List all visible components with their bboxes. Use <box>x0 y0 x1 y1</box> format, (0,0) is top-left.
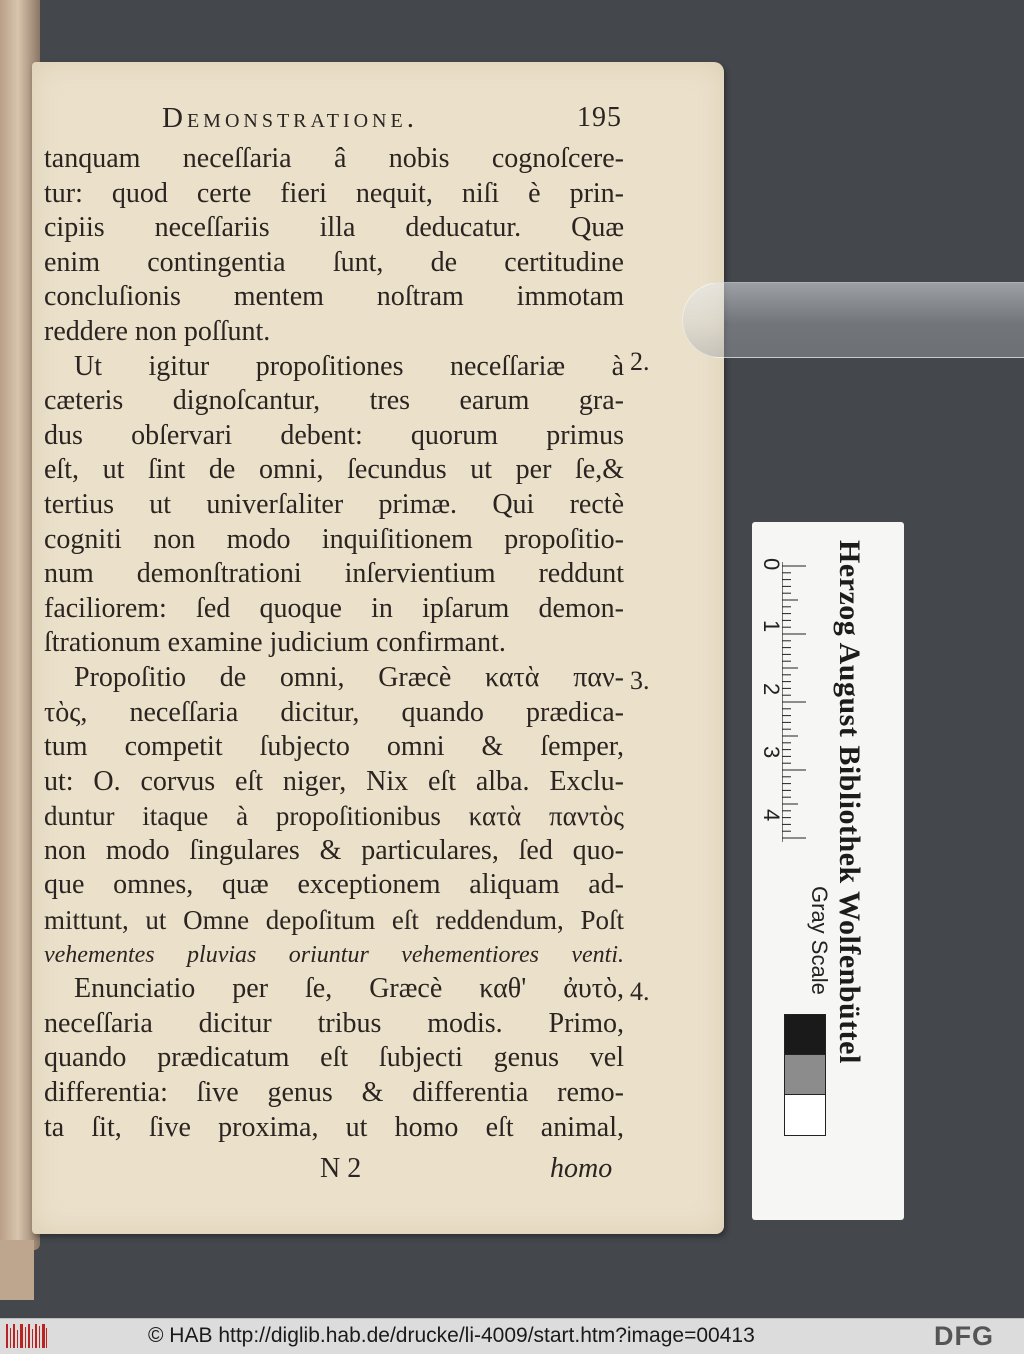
text-line: τὸς, neceſſaria dicitur, quando prædica- <box>44 696 624 728</box>
text-line: cipiis neceſſariis illa deducatur. Quæ <box>44 212 624 244</box>
ruler-number: 0 <box>759 558 784 571</box>
copyright-link[interactable]: © HAB http://diglib.hab.de/drucke/li-4009/start.htm?image=00413 <box>148 1324 755 1347</box>
scale-card <box>752 522 904 1220</box>
ruler-number: 1 <box>759 620 784 633</box>
text-line: faciliorem: ſed quoque in ipſarum demon- <box>44 592 624 624</box>
text-line: tertius ut univerſaliter primæ. Qui rectè <box>44 488 624 520</box>
book-edge <box>0 1240 34 1300</box>
gray-swatch-white <box>784 1094 826 1136</box>
page-number: 195 <box>577 102 622 133</box>
text-line: Enunciatio per ſe, Græcè καθ' ἀυτὸ, <box>74 973 624 1005</box>
text-line: cæteris dignoſcantur, tres earum gra- <box>44 385 624 417</box>
institution-name: Herzog August Bibliothek Wolfenbüttel <box>833 540 866 1064</box>
text-line: ta ſit, ſive proxima, ut homo eſt animal, <box>44 1111 624 1143</box>
text-line: num demonſtrationi inſervientium reddunt <box>44 558 624 590</box>
text-line: ut: O. corvus eſt niger, Nix eſt alba. Exclu- <box>44 765 624 797</box>
ruler-ticks <box>782 562 808 842</box>
signature-mark: N 2 <box>320 1153 362 1184</box>
text-line: tum competit ſubjecto omni & ſemper, <box>44 731 624 763</box>
text-line: mittunt, ut Omne depoſitum eſt reddendum, Poſt <box>44 905 624 936</box>
text-line: cogniti non modo inquiſitionem propoſitio- <box>44 523 624 555</box>
text-line: vehementes pluvias oriuntur vehementiores venti. <box>44 941 624 968</box>
catchword: homo <box>550 1153 613 1184</box>
book-page <box>32 62 724 1234</box>
running-head-title: Demonstratione. <box>162 102 418 134</box>
text-line: duntur itaque à propoſitionibus κατὰ παντὸς <box>44 801 624 832</box>
text-line: que omnes, quæ exceptionem aliquam ad- <box>44 869 624 901</box>
gray-scale-label: Gray Scale <box>807 886 832 995</box>
text-line: dus obſervari debent: quorum primus <box>44 419 624 451</box>
text-line: Ut igitur propoſitiones neceſſariæ à <box>74 350 624 382</box>
text-line: tur: quod certe fieri nequit, niſi è prin- <box>44 177 624 209</box>
text-line: eſt, ut ſint de omni, ſecundus ut per ſe,& <box>44 454 624 486</box>
margin-number: 4. <box>630 977 650 1006</box>
gray-swatch-dark <box>784 1014 826 1056</box>
plastic-page-clip <box>682 282 1024 358</box>
margin-number: 3. <box>630 666 650 695</box>
text-line: reddere non poſſunt. <box>44 315 271 347</box>
text-line: neceſſaria dicitur tribus modis. Primo, <box>44 1007 624 1039</box>
text-line: Propoſitio de omni, Græcè κατὰ παν- <box>74 661 624 693</box>
barcode-icon <box>6 1324 48 1348</box>
ruler-number: 4 <box>759 809 784 822</box>
page-body <box>44 142 624 1145</box>
text-line: enim contingentia ſunt, de certitudine <box>44 246 624 278</box>
text-line: tanquam neceſſaria â nobis cognoſcere- <box>44 143 624 174</box>
text-line: ſtrationum examine judicium confirmant. <box>44 627 506 659</box>
text-line: quando prædicatum eſt ſubjecti genus vel <box>44 1042 624 1074</box>
dfg-logo: DFG <box>934 1321 994 1351</box>
running-head <box>162 102 622 138</box>
margin-number: 2. <box>630 347 650 376</box>
text-line: non modo ſingulares & particulares, ſed quo- <box>44 834 624 866</box>
text-line: differentia: ſive genus & differentia remo- <box>44 1077 624 1109</box>
ruler-number: 2 <box>759 683 784 696</box>
gray-swatch-mid <box>784 1054 826 1096</box>
text-line: concluſionis mentem noſtram immotam <box>44 281 624 313</box>
footer-bar <box>0 1318 1024 1354</box>
ruler-number: 3 <box>759 746 784 759</box>
